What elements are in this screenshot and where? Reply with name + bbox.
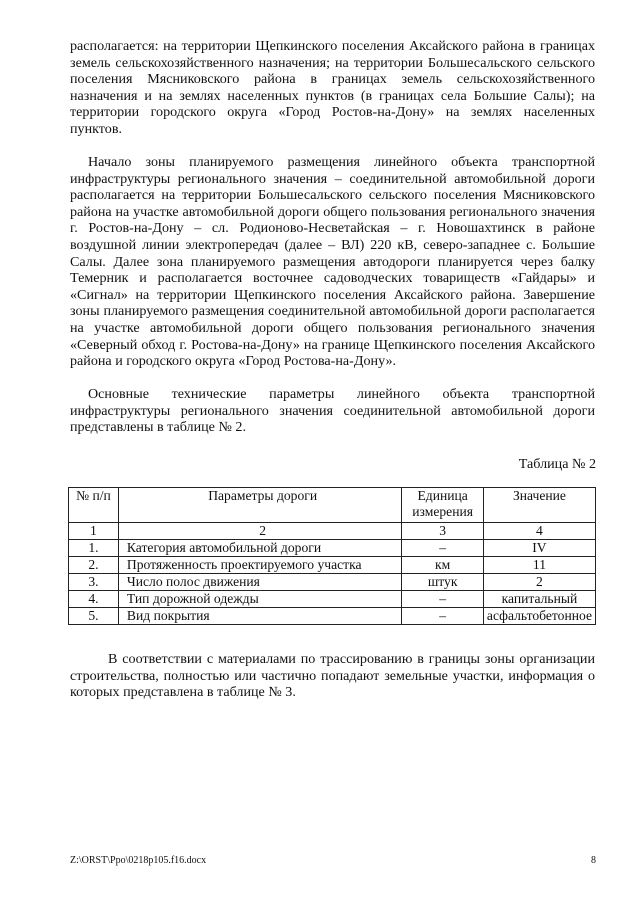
row-number: 5. — [69, 608, 119, 625]
table-row — [69, 574, 596, 591]
table-row — [69, 591, 596, 608]
row-unit: км — [402, 557, 484, 574]
numbering-cell: 1 — [69, 523, 119, 540]
row-number: 3. — [69, 574, 119, 591]
row-parameter: Категория автомобильной дороги — [118, 540, 402, 557]
row-value: капитальный — [483, 591, 595, 608]
header-parameter: Параметры дороги — [118, 488, 402, 523]
numbering-cell: 2 — [118, 523, 402, 540]
row-value: IV — [483, 540, 595, 557]
row-parameter: Число полос движения — [118, 574, 402, 591]
row-number: 1. — [69, 540, 119, 557]
row-number: 2. — [69, 557, 119, 574]
footer-file-path: Z:\ORST\Ppo\0218p105.f16.docx — [70, 855, 207, 866]
paragraph-zone-description: Начало зоны планируемого размещения линейного объекта транспортной инфраструктуры регионального значения – соединительной автомобильной дороги располагается на территории Большесальского сельского поселения Мясниковского района на участке автомобильной дороги общего пользования регионального значения г. Ростов-на-Дону – сл. Родионово-Несветайская – г. Новошахтинск в районе воздушной линии электропередач (далее – ВЛ) 220 кВ, северо-западнее с. Большие Салы. Далее зона планируемого размещения автодороги планируется через балку Темерник и располагается восточнее садоводческих товариществ «Гайдары» и «Сигнал» на территории Щепкинского поселения Аксайского района. Завершение зоны планируемого размещения соединительной автомобильной дороги располагается на участке автомобильной дороги общего пользования регионального значения «Северный обход г. Ростова-на-Дону» на границе Щепкинского поселения Аксайского района и городского округа «Город Ростова-на-Дону». — [70, 154, 595, 370]
table-row — [69, 540, 596, 557]
table-row — [69, 557, 596, 574]
row-parameter: Протяженность проектируемого участка — [118, 557, 402, 574]
row-value: 11 — [483, 557, 595, 574]
header-number: № п/п — [69, 488, 119, 523]
row-value: 2 — [483, 574, 595, 591]
table-header-row — [69, 488, 596, 523]
table-numbering-row — [69, 523, 596, 540]
numbering-cell: 3 — [402, 523, 484, 540]
row-unit: – — [402, 540, 484, 557]
paragraph-location: располагается: на территории Щепкинского поселения Аксайского района в границах земель сельскохозяйственного назначения; на территории Большесальского сельского поселения Мясниковского района в границах земель сельскохозяйственного назначения и на землях населенных пунктов (в границах села Большие Салы); на территории городского округа «Город Ростов-на-Дону» на землях населенных пунктов. — [70, 38, 595, 137]
row-parameter: Вид покрытия — [118, 608, 402, 625]
row-number: 4. — [69, 591, 119, 608]
row-unit: – — [402, 608, 484, 625]
header-value: Значение — [483, 488, 595, 523]
row-unit: штук — [402, 574, 484, 591]
page-number: 8 — [591, 855, 596, 866]
paragraph-parameters-intro: Основные технические параметры линейного объекта транспортной инфраструктуры регионального значения соединительной автомобильной дороги представлены в таблице № 2. — [70, 386, 595, 436]
paragraph-land-plots: В соответствии с материалами по трассированию в границы зоны организации строительства, полностью или частично попадают земельные участки, информация о которых представлена в таблице № 3. — [70, 651, 595, 701]
row-value: асфальтобетонное — [483, 608, 595, 625]
numbering-cell: 4 — [483, 523, 595, 540]
header-unit: Единица измерения — [402, 488, 484, 523]
row-parameter: Тип дорожной одежды — [118, 591, 402, 608]
table-row — [69, 608, 596, 625]
table-caption: Таблица № 2 — [518, 456, 596, 472]
road-parameters-table — [68, 487, 596, 625]
row-unit: – — [402, 591, 484, 608]
